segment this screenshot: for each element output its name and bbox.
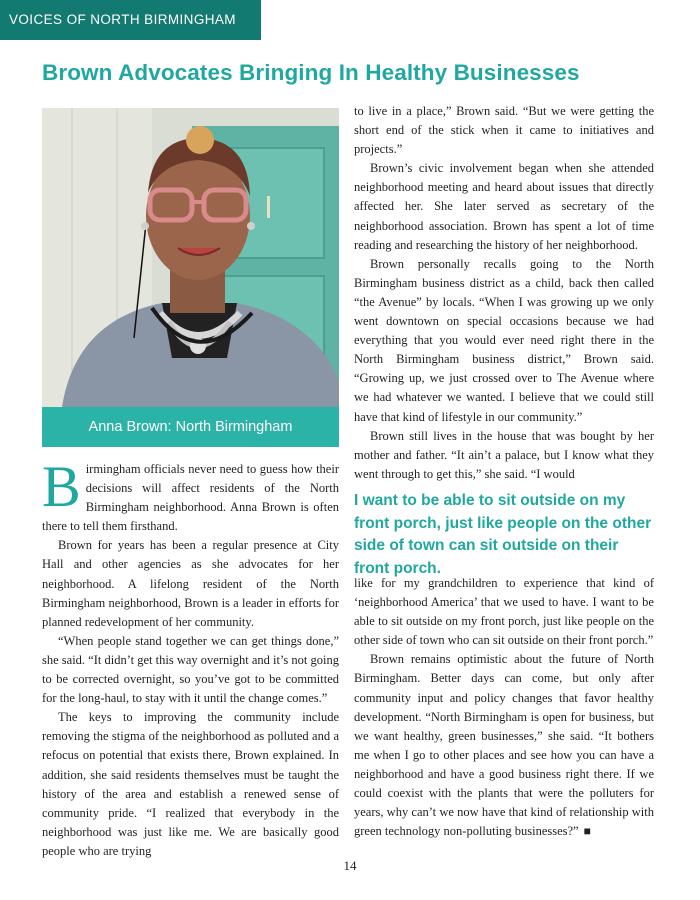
paragraph-text: irmingham officials never need to guess how their decisions will affect residents of the North Birmingham neighborhood. Anna Brown is often there to tell them firsthand.: [42, 462, 339, 534]
article-paragraph: to live in a place,” Brown said. “But we were getting the short end of the stick when it came to initiatives and projects.”: [354, 104, 654, 157]
portrait-photo: [42, 108, 339, 407]
article-paragraph: Brown for years has been a regular presence at City Hall and other agencies as she advocates for her neighborhood. A lifelong resident of the North Birmingham neighborhood, Brown is a leader in efforts for planned redevelopment of her community.: [42, 538, 339, 629]
article-paragraph: [354, 650, 654, 841]
section-banner: [0, 0, 261, 40]
pull-quote: I want to be able to sit outside on my front porch, just like people on the other side of town can sit outside on their front porch.: [354, 492, 652, 577]
article-paragraph: “When people stand together we can get things done,” she said. “It didn’t get this way overnight and it’s not going to be corrected overnight, so you’ve got to be committed for the long-haul, to stay with it until the change comes.”: [42, 633, 339, 706]
article-paragraph: Brown still lives in the house that was bought by her mother and father. “It ain’t a palace, but I know what they went through to get this,” she said. “I would: [354, 428, 654, 481]
page-number: 14: [343, 858, 357, 873]
article-paragraph: [42, 454, 339, 536]
article-paragraph: The keys to improving the community include removing the stigma of the neighborhood as polluted and a refocus on potential that exists there, Brown explained. In addition, she said residents themselves must be taught the history of the area and establish a renewed sense of community pride. “I realized that everybody in the neighborhood was just like me. We are basically good people who are trying: [42, 710, 339, 858]
article-paragraph: like for my grandchildren to experience that kind of ‘neighborhood America’ that we used to have. I want to be able to sit outside on my front porch, just like people on the other side of town who can sit outside on their front porch.”: [354, 576, 654, 648]
photo-caption: [42, 407, 339, 447]
photo-caption-text: Anna Brown: North Birmingham: [88, 419, 293, 435]
drop-cap: B: [42, 454, 81, 519]
article-headline: Brown Advocates Bringing In Healthy Businesses: [42, 60, 580, 85]
section-label: VOICES OF NORTH BIRMINGHAM: [9, 12, 236, 27]
article-paragraph: Brown personally recalls going to the North Birmingham business district as a child, back then called “the Avenue” by locals. “When I was growing up we only went downtown on special occasions because we had everything that you would ever need right there in the North Birmingham business district,” Brown said. “Growing up, we just crossed over to The Avenue where we had whatever we wanted. I believe that we could still have that kind of lifestyle in our community.”: [354, 256, 654, 424]
article-column-right-top: [354, 102, 654, 484]
article-column-right-bottom: [354, 574, 654, 841]
end-mark-icon: ■: [583, 824, 591, 839]
article-column-left: [42, 454, 339, 861]
paragraph-text: Brown remains optimistic about the future of North Birmingham. Better days can come, but only after community input and policy changes that favor healthy development. “North Birmingham is open for business, but we want healthy, green businesses,” she said. “It bothers me when I go to other places and see how you can have a neighborhood and have a good business right there. If we could coexist with the plants that were the polluters for years, why can’t we now have that kind of relationship with green technology non-polluting businesses?”: [354, 652, 654, 839]
article-paragraph: Brown’s civic involvement began when she attended neighborhood meeting and heard about issues that directly affected her. She later served as secretary of the neighborhood association. Brown has spent a lot of time reading and researching the history of her neighborhood.: [354, 161, 654, 252]
